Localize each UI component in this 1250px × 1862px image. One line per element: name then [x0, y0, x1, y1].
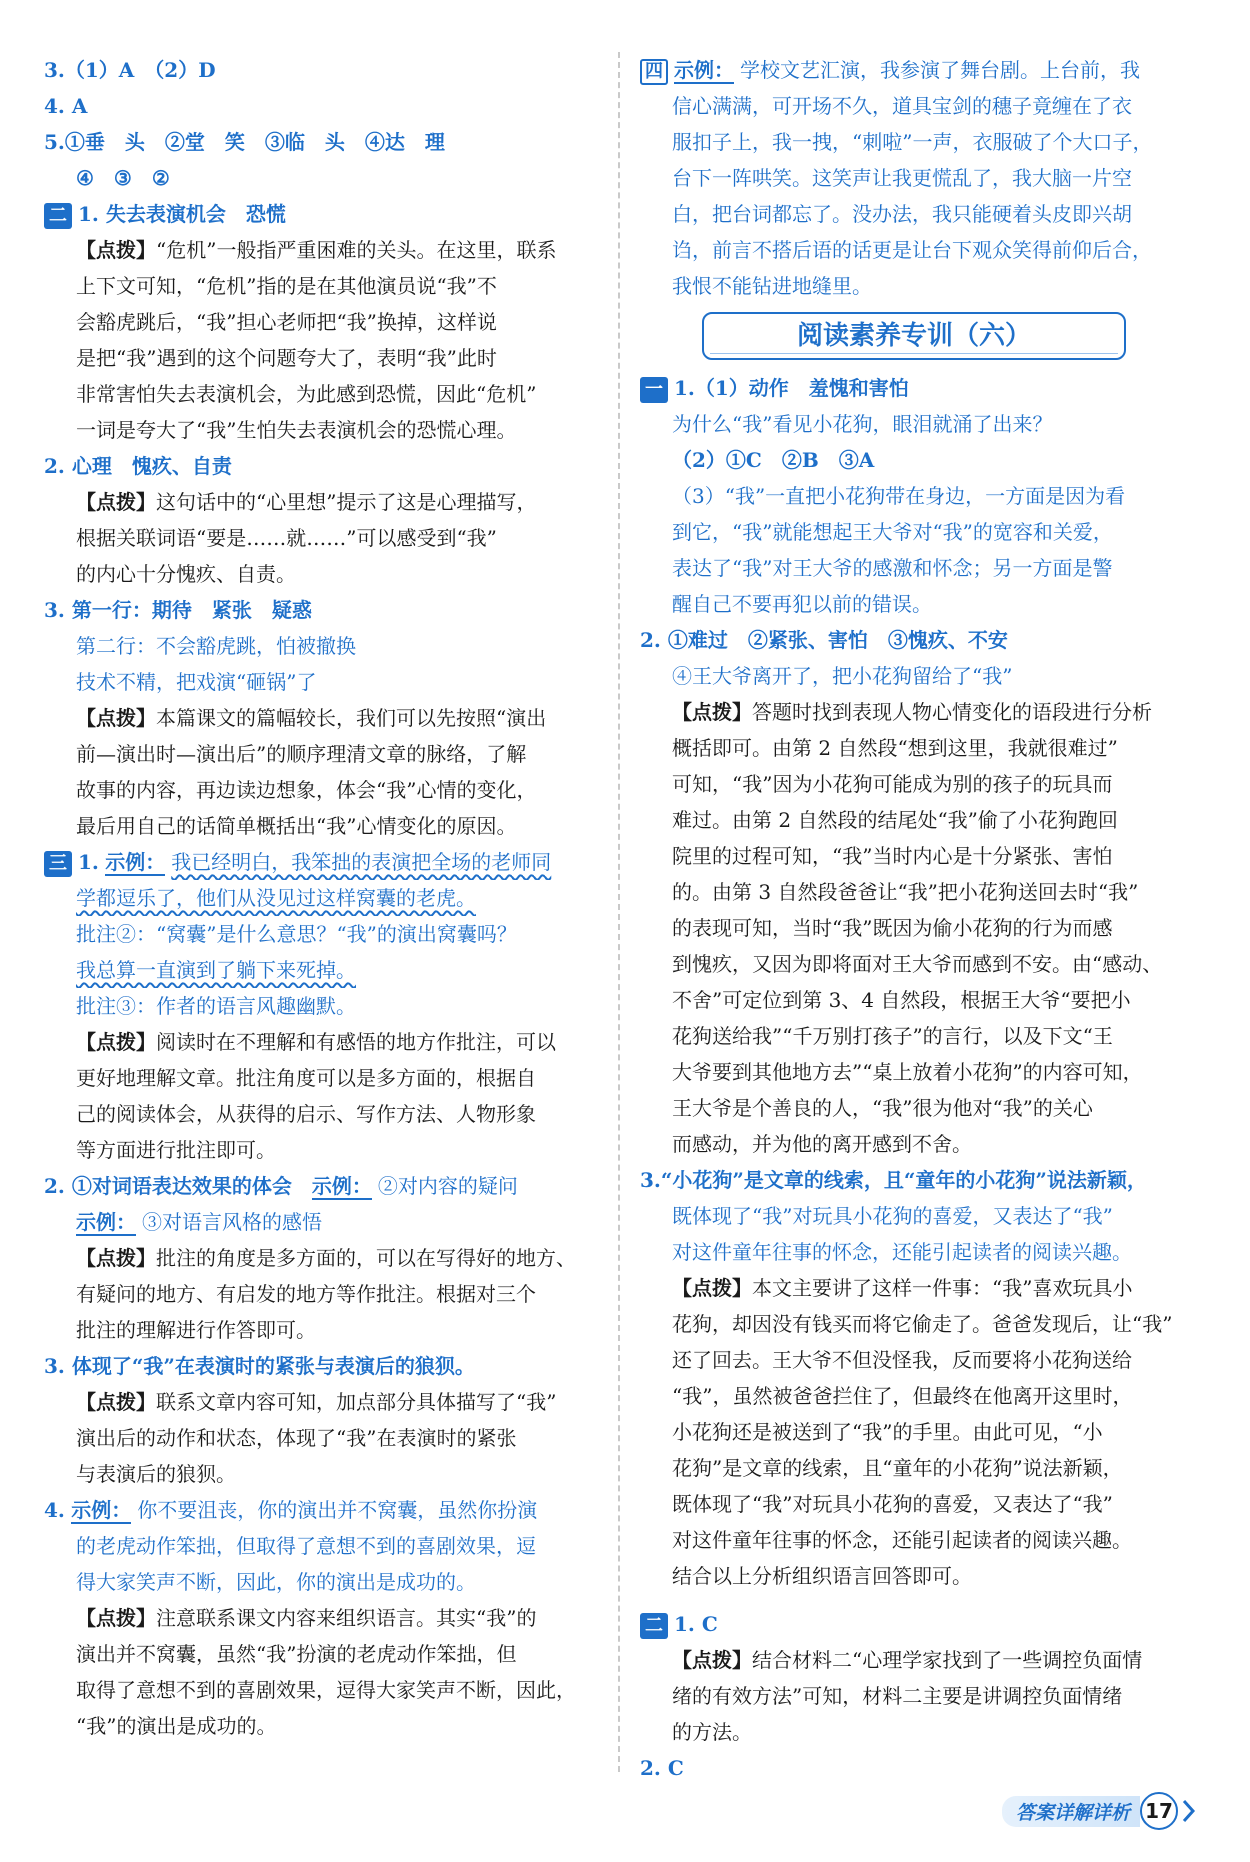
- tip-line: 根据关联词语“要是……就……”可以感受到“我”: [76, 526, 497, 550]
- tip-line: 【点拨】“危机”一般指严重困难的关头。在这里，联系: [76, 238, 557, 262]
- tip-line: 【点拨】批注的角度是多方面的，可以在写得好的地方、: [76, 1246, 576, 1270]
- tip-line: 王大爷是个善良的人，“我”很为他对“我”的关心: [672, 1096, 1093, 1120]
- tip-line: 到愧疚，又因为即将面对王大爷而感到不安。由“感动、: [672, 952, 1163, 976]
- tip-label: 【点拨】: [76, 1390, 156, 1414]
- section-badge: 三: [44, 851, 72, 877]
- tip-line: 会豁虎跳后，“我”担心老师把“我”换掉，这样说: [76, 310, 497, 334]
- section-2-answer-1: 二 1. 失去表演机会 恐慌: [44, 196, 604, 232]
- tip-line: 概括即可。由第 2 自然段“想到这里，我就很难过”: [672, 736, 1118, 760]
- section-3-answer-3: 3. 体现了“我”在表演时的紧张与表演后的狼狈。: [44, 1354, 475, 1378]
- tip-line: 等方面进行批注即可。: [76, 1138, 276, 1162]
- tip-line: 的表现可知，当时“我”既因为偷小花狗的行为而感: [672, 916, 1113, 940]
- page-footer: [1002, 1794, 1196, 1828]
- tip-line: “我”的演出是成功的。: [76, 1714, 277, 1738]
- answer-line: 信心满满，可开场不久，道具宝剑的穗子竟缠在了衣: [672, 94, 1132, 118]
- tip-line: 演出并不窝囊，虽然“我”扮演的老虎动作笨拙，但: [76, 1642, 517, 1666]
- reading-2-answer-1: 二 1. C: [640, 1606, 1200, 1642]
- answer-5: 5.①垂 头 ②堂 笑 ③临 头 ④达 理: [44, 130, 445, 154]
- example-label: 示例：: [105, 850, 166, 874]
- section-badge: 二: [44, 203, 72, 229]
- answer-line: 到它，“我”就能想起王大爷对“我”的宽容和关爱，: [672, 520, 1113, 544]
- tip-line: 大爷要到其他地方去”“桌上放着小花狗”的内容可知，: [672, 1060, 1143, 1084]
- left-column: [44, 52, 604, 1744]
- reading-answer-1: 一 1.（1）动作 羞愧和害怕: [640, 370, 1200, 406]
- tip-line: 的内心十分愧疚、自责。: [76, 562, 296, 586]
- tip-line: 对这件童年往事的怀念，还能引起读者的阅读兴趣。: [672, 1528, 1132, 1552]
- tip-line: 一词是夸大了“我”生怕失去表演机会的恐慌心理。: [76, 418, 517, 442]
- tip-line: 与表演后的狼狈。: [76, 1462, 236, 1486]
- tip-line: 前—演出时—演出后”的顺序理清文章的脉络，了解: [76, 742, 527, 766]
- tip-line: 有疑问的地方、有启发的地方等作批注。根据对三个: [76, 1282, 536, 1306]
- tip-line: 可知，“我”因为小花狗可能成为别的孩子的玩具而: [672, 772, 1113, 796]
- example-label: 示例：: [674, 58, 734, 82]
- section-badge: 四: [640, 59, 668, 85]
- tip-line: 是把“我”遇到的这个问题夸大了，表明“我”此时: [76, 346, 497, 370]
- tip-line: 【点拨】注意联系课文内容来组织语言。其实“我”的: [76, 1606, 537, 1630]
- answer-line: 既体现了“我”对玩具小花狗的喜爱，又表达了“我”: [672, 1204, 1113, 1228]
- answer-line: 醒自己不要再犯以前的错误。: [672, 592, 932, 616]
- column-divider: [618, 52, 620, 1772]
- tip-line: 花狗”是文章的线索，且“童年的小花狗”说法新颖，: [672, 1456, 1123, 1480]
- answer-5-order: ④ ③ ②: [76, 166, 170, 190]
- tip-line: 故事的内容，再边读边想象，体会“我”心情的变化，: [76, 778, 537, 802]
- tip-line: 【点拨】结合材料二“心理学家找到了一些调控负面情: [672, 1648, 1143, 1672]
- tip-line: “我”，虽然被爸爸拦住了，但最终在他离开这里时，: [672, 1384, 1133, 1408]
- example-label: 示例：: [76, 1210, 136, 1234]
- answer-line: 诌，前言不搭后语的话更是让台下观众笑得前仰后合，: [672, 238, 1152, 262]
- answer-3: 3.（1）A （2）D: [44, 58, 216, 82]
- tip-line: 花狗，却因没有钱买而将它偷走了。爸爸发现后，让“我”: [672, 1312, 1173, 1336]
- answer-line: ④王大爷离开了，把小花狗留给了“我”: [672, 664, 1013, 688]
- section-banner: 阅读素养专训（六）: [702, 312, 1126, 360]
- answer-line: 技术不精，把戏演“砸锅”了: [76, 670, 317, 694]
- tip-line: 既体现了“我”对玩具小花狗的喜爱，又表达了“我”: [672, 1492, 1113, 1516]
- tip-label: 【点拨】: [76, 238, 156, 262]
- answer-line: 为什么“我”看见小花狗，眼泪就涌了出来？: [672, 412, 1053, 436]
- tip-line: 己的阅读体会，从获得的启示、写作方法、人物形象: [76, 1102, 536, 1126]
- right-column: [640, 52, 1200, 1786]
- tip-line: 而感动，并为他的离开感到不舍。: [672, 1132, 972, 1156]
- answer-line: 示例： ③对语言风格的感悟: [76, 1210, 322, 1234]
- tip-line: 结合以上分析组织语言回答即可。: [672, 1564, 972, 1588]
- tip-label: 【点拨】: [76, 490, 156, 514]
- footer-label: 答案详解详析: [1002, 1796, 1140, 1827]
- annotation-line: 批注②：“窝囊”是什么意思？“我”的演出窝囊吗？: [76, 922, 517, 946]
- reading-answer-3: 3.“小花狗”是文章的线索，且“童年的小花狗”说法新颖，: [640, 1168, 1147, 1192]
- answer-line: 表达了“我”对王大爷的感激和怀念；另一方面是警: [672, 556, 1113, 580]
- tip-line: 绪的有效方法”可知，材料二主要是讲调控负面情绪: [672, 1684, 1123, 1708]
- tip-label: 【点拨】: [672, 1648, 752, 1672]
- tip-line: 批注的理解进行作答即可。: [76, 1318, 316, 1342]
- tip-line: 花狗送给我”“千万别打孩子”的言行，以及下文“王: [672, 1024, 1113, 1048]
- section-3-answer-2: 2. ①对词语表达效果的体会 示例： ②对内容的疑问: [44, 1174, 518, 1198]
- chevron-right-icon: [1182, 1799, 1196, 1823]
- tip-line: 更好地理解文章。批注角度可以是多方面的，根据自: [76, 1066, 536, 1090]
- answer-line: 我总算一直演到了躺下来死掉。: [76, 958, 356, 982]
- reading-2-answer-2: 2. C: [640, 1756, 684, 1780]
- tip-line: 【点拨】这句话中的“心里想”提示了这是心理描写，: [76, 490, 537, 514]
- example-label: 示例：: [311, 1174, 372, 1198]
- tip-line: 最后用自己的话简单概括出“我”心情变化的原因。: [76, 814, 517, 838]
- tip-line: 的。由第 3 自然段爸爸让“我”把小花狗送回去时“我”: [672, 880, 1139, 904]
- example-label: 示例：: [71, 1498, 132, 1522]
- answer-line: 服扣子上，我一拽，“刺啦”一声，衣服破了个大口子，: [672, 130, 1153, 154]
- section-2-answer-2: 2. 心理 愧疚、自责: [44, 454, 232, 478]
- answer-line: 第二行：不会豁虎跳，怕被撤换: [76, 634, 356, 658]
- section-2-answer-3: 3. 第一行：期待 紧张 疑惑: [44, 598, 312, 622]
- section-badge: 二: [640, 1613, 668, 1639]
- tip-line: 【点拨】答题时找到表现人物心情变化的语段进行分析: [672, 700, 1152, 724]
- page-number: 17: [1140, 1792, 1178, 1830]
- answer-line: 学都逗乐了，他们从没见过这样窝囊的老虎。: [76, 886, 476, 910]
- answer-4: 4. A: [44, 94, 88, 118]
- tip-line: 院里的过程可知，“我”当时内心是十分紧张、害怕: [672, 844, 1113, 868]
- answer-line: 对这件童年往事的怀念，还能引起读者的阅读兴趣。: [672, 1240, 1132, 1264]
- tip-line: 难过。由第 2 自然段的结尾处“我”偷了小花狗跑回: [672, 808, 1118, 832]
- tip-line: 还了回去。王大爷不但没怪我，反而要将小花狗送给: [672, 1348, 1132, 1372]
- tip-line: 【点拨】本篇课文的篇幅较长，我们可以先按照“演出: [76, 706, 547, 730]
- tip-label: 【点拨】: [76, 1606, 156, 1630]
- tip-line: 【点拨】本文主要讲了这样一件事：“我”喜欢玩具小: [672, 1276, 1133, 1300]
- tip-line: 演出后的动作和状态，体现了“我”在表演时的紧张: [76, 1426, 517, 1450]
- answer-line: 我恨不能钻进地缝里。: [672, 274, 872, 298]
- answer-line: 白，把台词都忘了。没办法，我只能硬着头皮即兴胡: [672, 202, 1132, 226]
- section-3-answer-4: 4. 示例： 你不要沮丧，你的演出并不窝囊，虽然你扮演: [44, 1498, 538, 1522]
- tip-line: 取得了意想不到的喜剧效果，逗得大家笑声不断，因此，: [76, 1678, 576, 1702]
- tip-label: 【点拨】: [76, 706, 156, 730]
- tip-line: 小花狗还是被送到了“我”的手里。由此可见，“小: [672, 1420, 1103, 1444]
- answer-line: （2）①C ②B ③A: [672, 448, 875, 472]
- tip-line: 【点拨】联系文章内容可知，加点部分具体描写了“我”: [76, 1390, 557, 1414]
- answer-line: 台下一阵哄笑。这笑声让我更慌乱了，我大脑一片空: [672, 166, 1132, 190]
- tip-line: 的方法。: [672, 1720, 752, 1744]
- section-3-answer-1: 三 1. 示例： 我已经明白，我笨拙的表演把全场的老师同: [44, 844, 604, 880]
- tip-label: 【点拨】: [672, 1276, 752, 1300]
- reading-answer-2: 2. ①难过 ②紧张、害怕 ③愧疚、不安: [640, 628, 1008, 652]
- tip-line: 不舍”可定位到第 3、4 自然段，根据王大爷“要把小: [672, 988, 1131, 1012]
- tip-line: 【点拨】阅读时在不理解和有感悟的地方作批注，可以: [76, 1030, 556, 1054]
- answer-line: 的老虎动作笨拙，但取得了意想不到的喜剧效果，逗: [76, 1534, 536, 1558]
- section-4-answer: 四 示例： 学校文艺汇演，我参演了舞台剧。上台前，我: [640, 52, 1200, 88]
- tip-label: 【点拨】: [76, 1246, 156, 1270]
- answer-line: 得大家笑声不断，因此，你的演出是成功的。: [76, 1570, 476, 1594]
- annotation-line: 批注③：作者的语言风趣幽默。: [76, 994, 356, 1018]
- section-badge: 一: [640, 377, 668, 403]
- answer-line: （3）“我”一直把小花狗带在身边，一方面是因为看: [672, 484, 1126, 508]
- tip-label: 【点拨】: [672, 700, 752, 724]
- tip-line: 上下文可知，“危机”指的是在其他演员说“我”不: [76, 274, 497, 298]
- tip-line: 非常害怕失去表演机会，为此感到恐慌，因此“危机”: [76, 382, 537, 406]
- tip-label: 【点拨】: [76, 1030, 156, 1054]
